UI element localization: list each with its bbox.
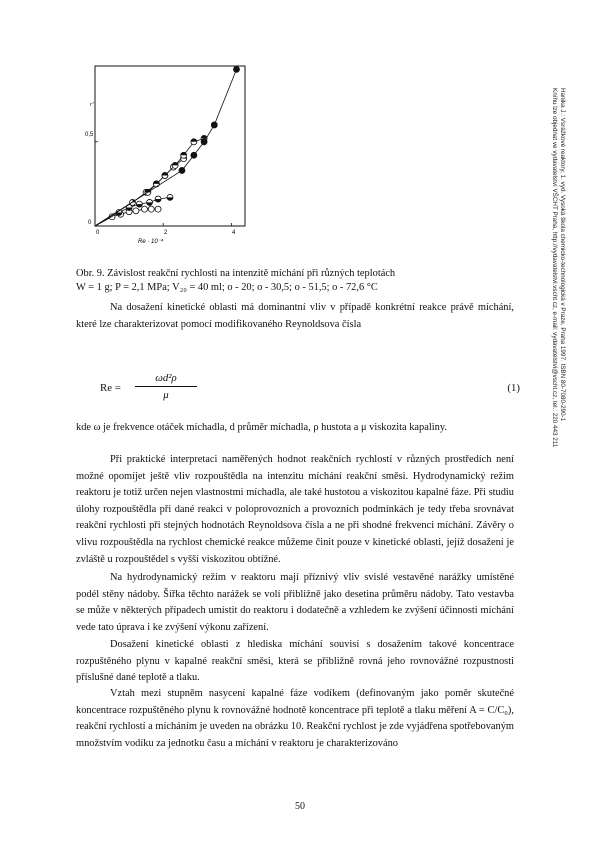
data-point [191, 139, 197, 145]
paragraph-1-text: Na dosažení kinetické oblasti má dominantní vliv v případě konkrétní reakce právě míchání, které lze charakterizovat pomocí modifikovaného Reynoldsova čísla [76, 302, 514, 330]
paragraph-2 [76, 420, 514, 437]
point-marker [155, 206, 161, 212]
data-point [147, 199, 153, 205]
side-note-line-2: Kníhu lze objednat ve vydavatelství VŠCHT Praha, http://vydavatelstvi.vscht.cz, e-mail: vydavatelstvi@vscht.cz, tel.: 220 443 211 [551, 88, 558, 448]
point-marker [179, 167, 185, 173]
point-marker [141, 206, 147, 212]
paragraph-5 [76, 637, 514, 687]
paragraph-6 [76, 686, 514, 752]
paragraph-3 [76, 452, 514, 568]
series-line [95, 159, 184, 226]
data-point [133, 208, 139, 214]
equation-lhs: Re = [100, 382, 121, 394]
y-tick-label: 0,5 [85, 132, 94, 138]
point-marker [201, 139, 207, 145]
plot-frame [95, 66, 245, 226]
data-point [201, 139, 207, 145]
side-note-line-1: Hanika J.: Vsrážkové reaktory, 1. vyd. Vysoká škola chemicko-technologická v Praze, Praha 1997. ISBN 80-7080-290-1 [559, 88, 566, 422]
equation-numerator: ωd²ρ [135, 372, 197, 387]
data-point [148, 206, 154, 212]
y-tick-label: 0 [88, 220, 92, 226]
data-point [179, 167, 185, 173]
data-point [162, 172, 168, 178]
paragraph-6-text: Vztah mezi stupněm nasycení kapalné fáze vodíkem (definovaným jako poměr skutečné koncentrace rozpuštěného plynu k rovnovážné hodnotě koncentrace při teplotě a tlaku měření A = C/C₀), reakční rychlostí a mícháním je uveden na obrázku 10. Reakční rychlost je zde vyjádřena spotřebovaným množstvím vodíku za jednotku času a míchání v reaktoru je charakterizováno [76, 688, 514, 749]
equation-fraction [135, 372, 197, 401]
y-axis-label: r′ [90, 102, 94, 108]
x-tick-label: 2 [164, 230, 168, 236]
x-tick-label: 4 [232, 230, 236, 236]
series-line [95, 69, 237, 226]
series-line [95, 138, 204, 226]
paragraph-3-text: Při praktické interpretaci naměřených hodnot reakčních rychlostí v různých prostředích není možné opomíjet ještě vliv rozpouštědla na intenzitu míchání reakční směsi. Hydrodynamický režim reaktoru je totiž určen nejen vlastnostmi míchadla, ale také hustotou a viskozitou kapalné fáze. Při studiu úlohy rozpouštědla při dané reakci v poloprovozních a provozních podmínkách je tedy třeba srovnávat reakční rychlosti při stejných hodnotách Reynoldsova čísla a ne při shodné frekvenci míchání. Závěry o vlivu rozpouštědla na rychlost chemické reakce můžeme činit pouze v kinetické oblasti, jejíž dosažení je zvláště u rozpouštědel s vyšší viskozitou obtížné. [76, 454, 514, 565]
data-point [211, 122, 217, 128]
data-point [181, 152, 187, 158]
point-marker [191, 152, 197, 158]
x-tick-label: 0 [96, 230, 100, 236]
chart-svg [80, 54, 260, 250]
point-marker [233, 66, 239, 72]
data-point [191, 152, 197, 158]
data-point [167, 194, 173, 200]
caption-line-1: Obr. 9. Závislost reakční rychlosti na intenzitě míchání při různých teplotách [76, 268, 396, 279]
paragraph-4 [76, 570, 514, 636]
paragraph-2-text: kde ω je frekvence otáček míchadla, d průměr míchadla, ρ hustota a μ viskozita kapaliny. [76, 422, 447, 433]
data-point [233, 66, 239, 72]
data-point [153, 181, 159, 187]
data-point [172, 162, 178, 168]
figure-caption [76, 267, 516, 295]
point-marker [148, 206, 154, 212]
x-axis-label: Re · 10⁻⁴ [138, 239, 164, 245]
data-point [155, 196, 161, 202]
equation-denominator: μ [163, 389, 169, 401]
point-marker [133, 208, 139, 214]
equation-1 [100, 372, 520, 412]
paragraph-1 [76, 300, 514, 333]
side-note [550, 88, 566, 447]
data-point [155, 206, 161, 212]
data-point [136, 201, 142, 207]
paragraph-5-text: Dosažení kinetické oblasti z hlediska míchání souvisí s dosažením takové koncentrace rozpuštěného plynu v kapalné reakční směsi, která se přibližně rovná jeho rovnovážné rozpustnosti příslušné dané teplotě a tlaku. [76, 639, 514, 684]
caption-line-2: W = 1 g; P = 2,1 MPa; V₂₀ = 40 ml; o - 20; o - 30,5; o - 51,5; o - 72,6 °C [76, 282, 378, 293]
data-point [141, 206, 147, 212]
point-marker [211, 122, 217, 128]
figure-9-chart [80, 54, 260, 250]
equation-number: (1) [507, 382, 520, 394]
page-number: 50 [295, 801, 305, 812]
paragraph-4-text: Na hydrodynamický režim v reaktoru mají příznivý vliv svislé vestavěné narážky umístěné podél stěny nádoby. Šířka těchto narážek se volí přibližně jako desetina průměru nádoby. Tato vestavba se může v některých případech umístit do reaktoru i dodatečně a vzhledem ke zvýšení účinnosti míchání vede tato úprava i ke zvýšení výkonu zařízení. [76, 572, 514, 633]
